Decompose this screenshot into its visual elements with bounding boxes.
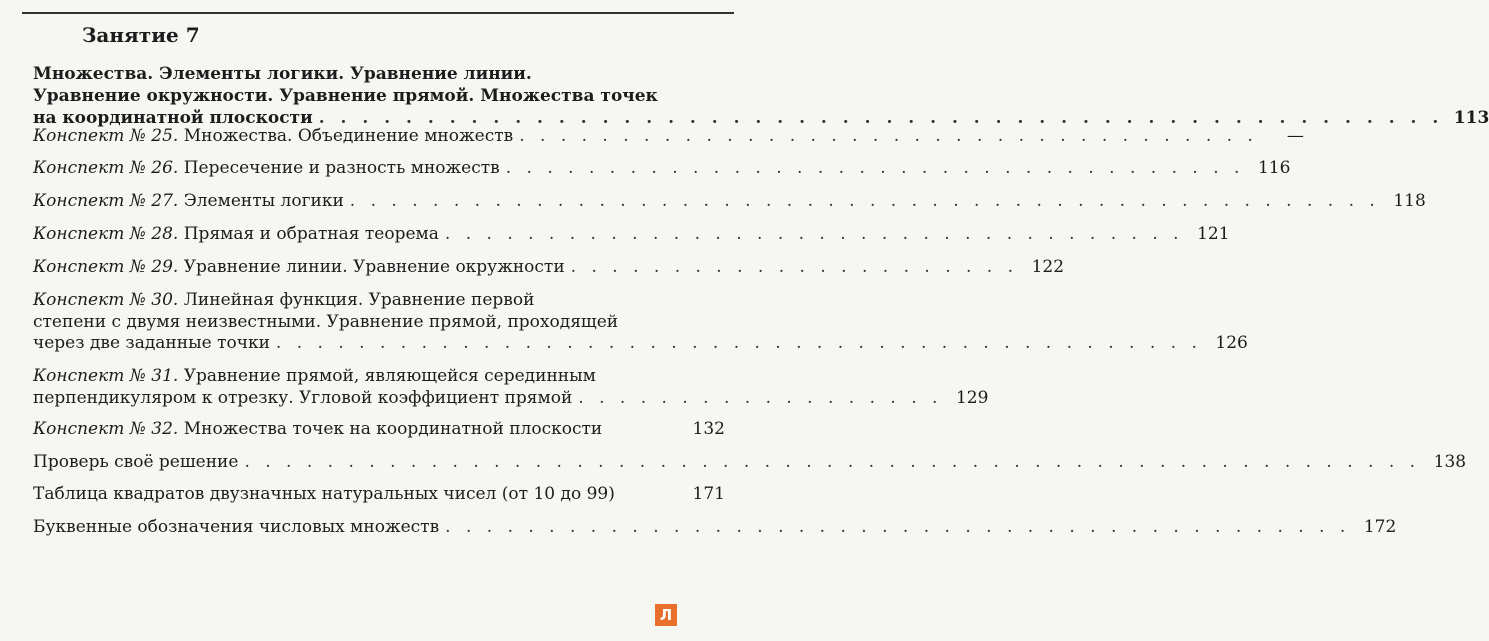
leader-dots: . . . . . . . . . . . . . . . . . . . . . . . . . . . . . . . . . . . . <box>519 126 1258 146</box>
page-number: — <box>1286 126 1304 146</box>
entry-title: Проверь своё решение <box>33 452 239 472</box>
toc-entry[interactable] <box>33 484 725 506</box>
page-number: 126 <box>1215 333 1248 353</box>
toc-entry[interactable] <box>33 452 1467 474</box>
toc-entry[interactable] <box>33 366 989 409</box>
leader-dots: . . . . . . . . . . . . . . . . . . . . . . . . . . . . . . . . . . . . . . . . . . . . . . . . . . . . . . . . . <box>244 452 1421 472</box>
lesson-title: Занятие 7 <box>82 23 200 47</box>
leader-dots: . . . . . . . . . . . . . . . . . . . . . . . . . . . . . . . . . . . . . . . . . . . . . . . . . . . . <box>318 108 1444 128</box>
leader-dots: . . . . . . . . . . . . . . . . . . . . . . . . . . . . . . . . . . . . . . . . . . . . <box>445 517 1351 537</box>
page-number: 172 <box>1363 517 1397 537</box>
entry-title: Пересечение и разность множеств <box>183 158 500 178</box>
entry-title: Прямая и обратная теорема <box>183 224 439 244</box>
entry-title: Линейная функция. Уравнение первой <box>183 290 535 310</box>
konspekt-label: Конспект № 25. <box>33 126 179 146</box>
entry-title: перпендикуляром к отрезку. Угловой коэффициент прямой <box>33 387 573 408</box>
toc-entry[interactable] <box>33 158 1291 180</box>
leader-dots: . . . . . . . . . . . . . . . . . . . . . . . . . . . . . . . . . . . . . . . . . . . . . . . . . . <box>349 191 1380 211</box>
page-number: 121 <box>1197 224 1230 244</box>
page-number: 171 <box>692 484 725 504</box>
toc-entry[interactable] <box>33 517 1397 539</box>
leader-dots: . . . . . . . . . . . . . . . . . . . . . . . . . . . . . . . . . . . . <box>444 224 1184 244</box>
section-heading[interactable] <box>33 63 1489 129</box>
konspekt-label: Конспект № 27. <box>33 191 179 211</box>
page-number: 118 <box>1393 191 1426 211</box>
entry-title: через две заданные точки <box>33 333 270 353</box>
publisher-logo-icon: Л <box>655 604 677 626</box>
toc-entry[interactable] <box>33 191 1426 213</box>
entry-title: Множества. Объединение множеств <box>183 126 514 146</box>
page-number: 116 <box>1257 158 1291 178</box>
konspekt-label: Конспект № 31. <box>33 366 179 386</box>
section-heading-line: Множества. Элементы логики. Уравнение линии. <box>33 64 532 84</box>
konspekt-label: Конспект № 32. <box>33 419 179 439</box>
entry-title: Множества точек на координатной плоскости <box>183 419 603 439</box>
toc-entry[interactable] <box>33 257 1065 279</box>
leader-dots: . . . . . . . . . . . . . . . . . . . . . . . . . . . . . . . . . . . . <box>505 158 1245 178</box>
toc-entry[interactable] <box>33 419 725 441</box>
page-number: 122 <box>1031 257 1065 277</box>
page-number: 138 <box>1433 452 1467 472</box>
entry-title: Таблица квадратов двузначных натуральных чисел (от 10 до 99) <box>33 484 615 504</box>
toc-entry[interactable] <box>33 126 1304 148</box>
page-number: 113 <box>1453 108 1489 128</box>
toc-entry[interactable] <box>33 290 1248 355</box>
section-heading-line: Уравнение окружности. Уравнение прямой. Множества точек <box>33 86 658 106</box>
konspekt-label: Конспект № 29. <box>33 257 179 277</box>
entry-title: Уравнение линии. Уравнение окружности <box>183 257 565 277</box>
entry-title: степени с двумя неизвестными. Уравнение прямой, проходящей <box>33 311 619 332</box>
konspekt-label: Конспект № 26. <box>33 158 179 178</box>
leader-dots: . . . . . . . . . . . . . . . . . . . . . . . . . . . . . . . . . . . . . . . . . . . . . <box>275 333 1202 353</box>
top-rule <box>22 12 734 14</box>
konspekt-label: Конспект № 28. <box>33 224 179 244</box>
leader-dots: . . . . . . . . . . . . . . . . . . <box>578 387 943 408</box>
page-number: 132 <box>692 419 725 439</box>
page-number: 129 <box>955 387 989 408</box>
entry-title: Элементы логики <box>183 191 344 211</box>
entry-title: Уравнение прямой, являющейся серединным <box>183 366 596 386</box>
leader-dots: . . . . . . . . . . . . . . . . . . . . . . <box>570 257 1019 277</box>
section-heading-line: на координатной плоскости <box>33 108 313 128</box>
toc-entry[interactable] <box>33 224 1230 246</box>
konspekt-label: Конспект № 30. <box>33 290 179 310</box>
entry-title: Буквенные обозначения числовых множеств <box>33 517 440 537</box>
